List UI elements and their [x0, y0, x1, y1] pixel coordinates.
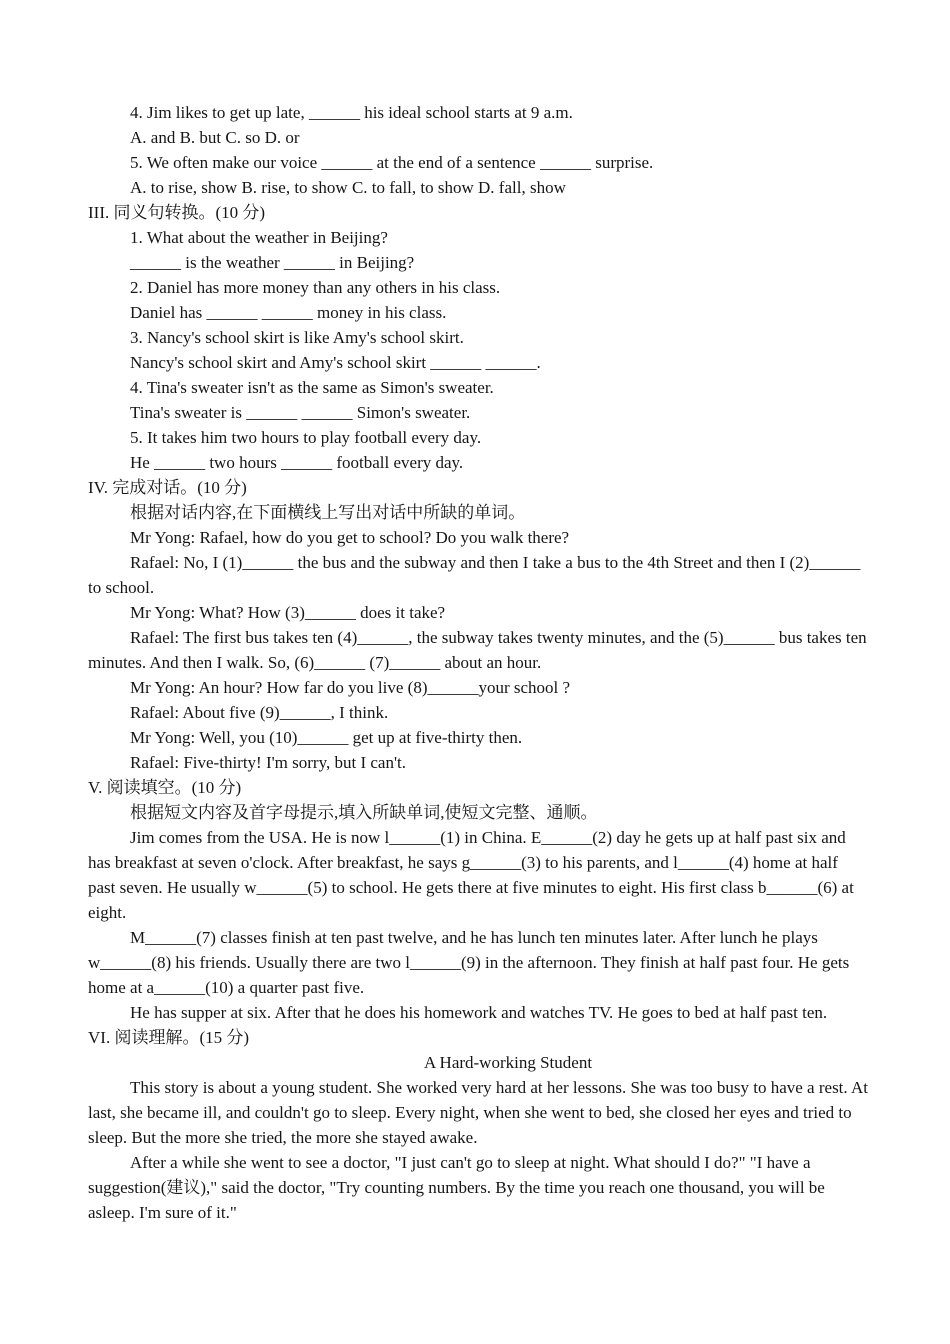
- text-line: Mr Yong: An hour? How far do you live (8)______your school ?: [130, 678, 571, 697]
- text-line: has breakfast at seven o'clock. After breakfast, he says g______(3) to his parents, and l______(4) home at half: [88, 853, 838, 872]
- text-line: w______(8) his friends. Usually there are two l______(9) in the afternoon. They finish at half past four. He gets: [88, 953, 850, 972]
- text-line: Mr Yong: Well, you (10)______ get up at five-thirty then.: [130, 728, 523, 747]
- text-line: Mr Yong: Rafael, how do you get to school? Do you walk there?: [130, 528, 570, 547]
- text-line: Mr Yong: What? How (3)______ does it take?: [130, 603, 446, 622]
- text-line: He has supper at six. After that he does his homework and watches TV. He goes to bed at half past ten.: [130, 1003, 828, 1022]
- text-line: Daniel has ______ ______ money in his class.: [130, 303, 447, 322]
- text-line: to school.: [88, 578, 155, 597]
- text-line: ______ is the weather ______ in Beijing?: [130, 253, 415, 272]
- text-line: 1. What about the weather in Beijing?: [130, 228, 388, 247]
- text-line: Rafael: The first bus takes ten (4)______, the subway takes twenty minutes, and the (5)______ bus takes ten: [130, 628, 867, 647]
- text-line: Nancy's school skirt and Amy's school skirt ______ ______.: [130, 353, 541, 372]
- text-line: 5. We often make our voice ______ at the end of a sentence ______ surprise.: [130, 153, 654, 172]
- text-line: Rafael: No, I (1)______ the bus and the subway and then I take a bus to the 4th Street and then I (2)______: [130, 553, 861, 572]
- text-line: last, she became ill, and couldn't go to sleep. Every night, when she went to bed, she closed her eyes and tried to: [88, 1103, 852, 1122]
- passage-title: A Hard-working Student: [423, 1053, 593, 1072]
- text-line: A. to rise, show B. rise, to show C. to fall, to show D. fall, show: [130, 178, 566, 197]
- text-line: Rafael: About five (9)______, I think.: [130, 703, 389, 722]
- text-line: Rafael: Five-thirty! I'm sorry, but I can't.: [130, 753, 407, 772]
- text-line: suggestion(建议)," said the doctor, "Try counting numbers. By the time you reach one thousand, you will be: [88, 1178, 825, 1197]
- text-line: 根据短文内容及首字母提示,填入所缺单词,使短文完整、通顺。: [130, 803, 598, 822]
- text-line: home at a______(10) a quarter past five.: [88, 978, 365, 997]
- text-line: This story is about a young student. She worked very hard at her lessons. She was too busy to have a rest. At: [130, 1078, 868, 1097]
- text-line: 3. Nancy's school skirt is like Amy's school skirt.: [130, 328, 464, 347]
- text-line: Tina's sweater is ______ ______ Simon's sweater.: [130, 403, 471, 422]
- text-line: minutes. And then I walk. So, (6)______ (7)______ about an hour.: [88, 653, 542, 672]
- text-line: After a while she went to see a doctor, "I just can't go to sleep at night. What should I do?" "I have a: [130, 1153, 811, 1172]
- text-line: 4. Tina's sweater isn't as the same as Simon's sweater.: [130, 378, 494, 397]
- section-heading: IV. 完成对话。(10 分): [88, 478, 247, 497]
- section-heading: VI. 阅读理解。(15 分): [88, 1028, 250, 1047]
- text-line: past seven. He usually w______(5) to school. He gets there at five minutes to eight. His first class b______(6) at: [88, 878, 854, 897]
- text-line: 4. Jim likes to get up late, ______ his ideal school starts at 9 a.m.: [130, 103, 573, 122]
- section-heading: III. 同义句转换。(10 分): [88, 203, 266, 222]
- text-line: 根据对话内容,在下面横线上写出对话中所缺的单词。: [130, 503, 526, 522]
- text-line: 5. It takes him two hours to play football every day.: [130, 428, 482, 447]
- text-line: Jim comes from the USA. He is now l______(1) in China. E______(2) day he gets up at half past six and: [130, 828, 846, 847]
- section-heading: V. 阅读填空。(10 分): [88, 778, 242, 797]
- text-line: A. and B. but C. so D. or: [130, 128, 300, 147]
- text-line: asleep. I'm sure of it.": [88, 1203, 237, 1222]
- text-line: eight.: [88, 903, 127, 922]
- text-line: sleep. But the more she tried, the more she stayed awake.: [88, 1128, 478, 1147]
- text-line: M______(7) classes finish at ten past twelve, and he has lunch ten minutes later. After lunch he plays: [130, 928, 818, 947]
- text-line: 2. Daniel has more money than any others in his class.: [130, 278, 501, 297]
- text-line: He ______ two hours ______ football every day.: [130, 453, 464, 472]
